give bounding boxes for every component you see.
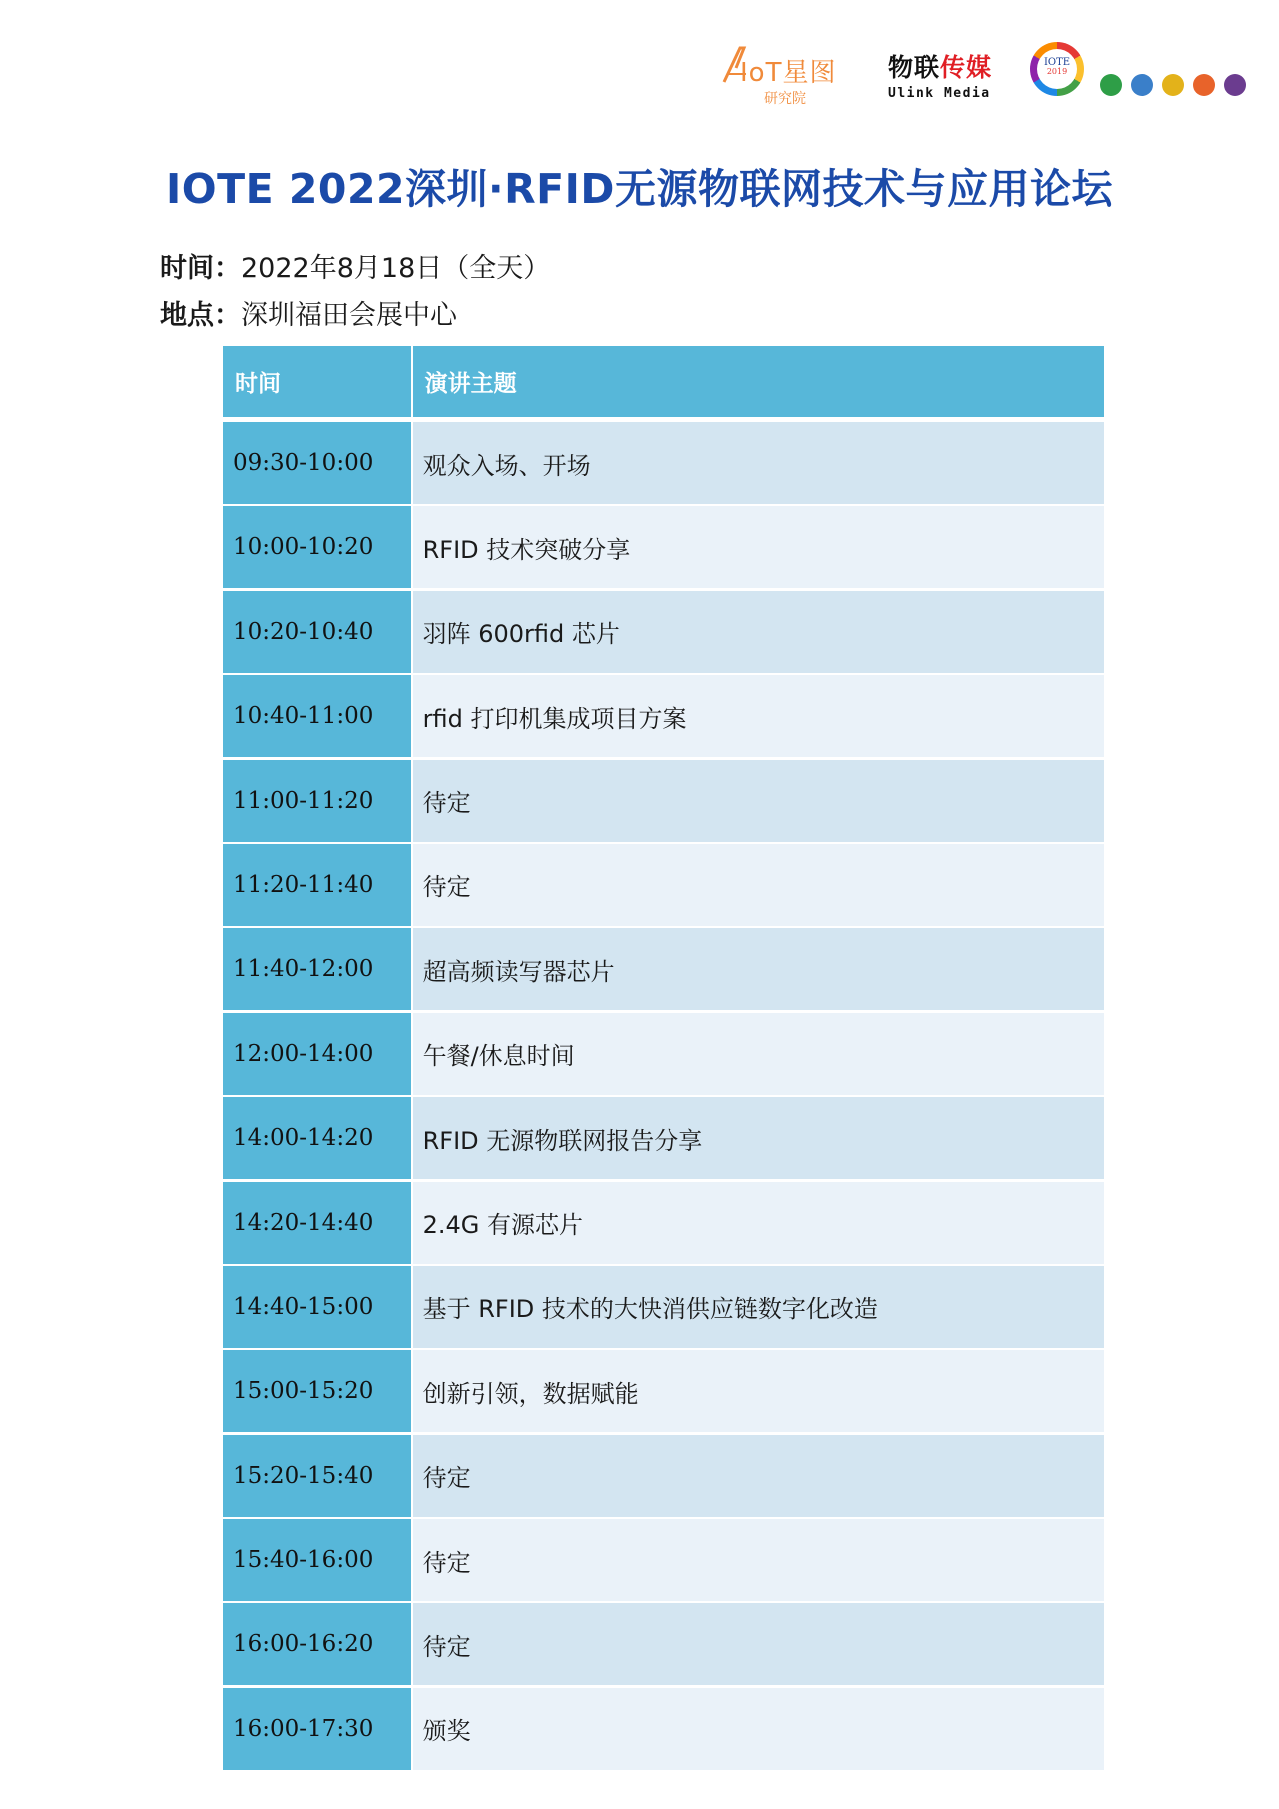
row-time: 11:40-12:00 <box>223 928 411 1010</box>
row-time: 15:20-15:40 <box>223 1435 411 1517</box>
row-topic: 2.4G 有源芯片 <box>413 1182 1104 1264</box>
table-row <box>223 591 1104 673</box>
table-row <box>223 1519 1104 1601</box>
ulink-cn-red: 传媒 <box>940 53 993 82</box>
header-topic: 演讲主题 <box>413 346 1104 417</box>
table-row <box>223 1013 1104 1095</box>
page-title: IOTE 2022深圳·RFID无源物联网技术与应用论坛 <box>166 165 1113 213</box>
row-topic: 超高频读写器芯片 <box>413 928 1104 1010</box>
place-value: 深圳福田会展中心 <box>241 300 457 331</box>
time-label: 时间： <box>160 253 241 284</box>
table-row <box>223 760 1104 842</box>
agenda-table <box>223 346 1104 1772</box>
table-row <box>223 675 1104 757</box>
table-row <box>223 1350 1104 1432</box>
header-time: 时间 <box>223 346 411 417</box>
row-topic: 待定 <box>413 1519 1104 1601</box>
event-place <box>160 293 457 332</box>
table-row <box>223 1435 1104 1517</box>
table-row <box>223 928 1104 1010</box>
row-time: 16:00-16:20 <box>223 1603 411 1685</box>
row-time: 16:00-17:30 <box>223 1688 411 1770</box>
row-time: 12:00-14:00 <box>223 1013 411 1095</box>
smart-agriculture-icon <box>1162 74 1184 96</box>
smart-health-icon <box>1224 74 1246 96</box>
ulink-en: Ulink Media <box>888 86 991 101</box>
row-time: 10:40-11:00 <box>223 675 411 757</box>
row-topic: 颁奖 <box>413 1688 1104 1770</box>
table-row <box>223 844 1104 926</box>
aiot-logo <box>722 44 852 107</box>
table-row <box>223 1688 1104 1770</box>
row-time: 09:30-10:00 <box>223 422 411 504</box>
iote-year: 2019 <box>1046 67 1068 76</box>
row-topic: 基于 RFID 技术的大快消供应链数字化改造 <box>413 1266 1104 1348</box>
row-topic: 待定 <box>413 844 1104 926</box>
row-time: 15:40-16:00 <box>223 1519 411 1601</box>
row-topic: 创新引领，数据赋能 <box>413 1350 1104 1432</box>
row-time: 14:20-14:40 <box>223 1182 411 1264</box>
row-time: 14:40-15:00 <box>223 1266 411 1348</box>
row-time: 11:20-11:40 <box>223 844 411 926</box>
table-header <box>223 346 1104 417</box>
row-topic: 羽阵 600rfid 芯片 <box>413 591 1104 673</box>
row-topic: RFID 技术突破分享 <box>413 506 1104 588</box>
row-topic: 待定 <box>413 760 1104 842</box>
smart-city-icon <box>1131 74 1153 96</box>
row-time: 10:20-10:40 <box>223 591 411 673</box>
row-time: 15:00-15:20 <box>223 1350 411 1432</box>
table-row <box>223 1182 1104 1264</box>
aiot-sub: 研究院 <box>764 91 806 107</box>
logo-bar <box>722 36 1258 116</box>
row-time: 10:00-10:20 <box>223 506 411 588</box>
table-row <box>223 422 1104 504</box>
aiot-brand: IoT星图 <box>740 58 837 88</box>
time-value: 2022年8月18日（全天） <box>241 253 551 284</box>
table-row <box>223 1603 1104 1685</box>
row-topic: rfid 打印机集成项目方案 <box>413 675 1104 757</box>
smart-home-icon <box>1193 74 1215 96</box>
event-time <box>160 246 550 285</box>
row-time: 11:00-11:20 <box>223 760 411 842</box>
ulink-cn-black: 物联 <box>888 53 941 82</box>
table-row <box>223 1266 1104 1348</box>
ulink-logo <box>888 48 1008 104</box>
row-time: 14:00-14:20 <box>223 1097 411 1179</box>
row-topic: 待定 <box>413 1603 1104 1685</box>
ai-icon <box>1100 74 1122 96</box>
iote-logo <box>1030 42 1088 100</box>
row-topic: 待定 <box>413 1435 1104 1517</box>
place-label: 地点： <box>160 300 241 331</box>
iote-ring-icon <box>1030 42 1084 96</box>
table-row <box>223 506 1104 588</box>
row-topic: 观众入场、开场 <box>413 422 1104 504</box>
iote-text: IOTE <box>1043 57 1071 68</box>
table-row <box>223 1097 1104 1179</box>
row-topic: RFID 无源物联网报告分享 <box>413 1097 1104 1179</box>
row-topic: 午餐/休息时间 <box>413 1013 1104 1095</box>
